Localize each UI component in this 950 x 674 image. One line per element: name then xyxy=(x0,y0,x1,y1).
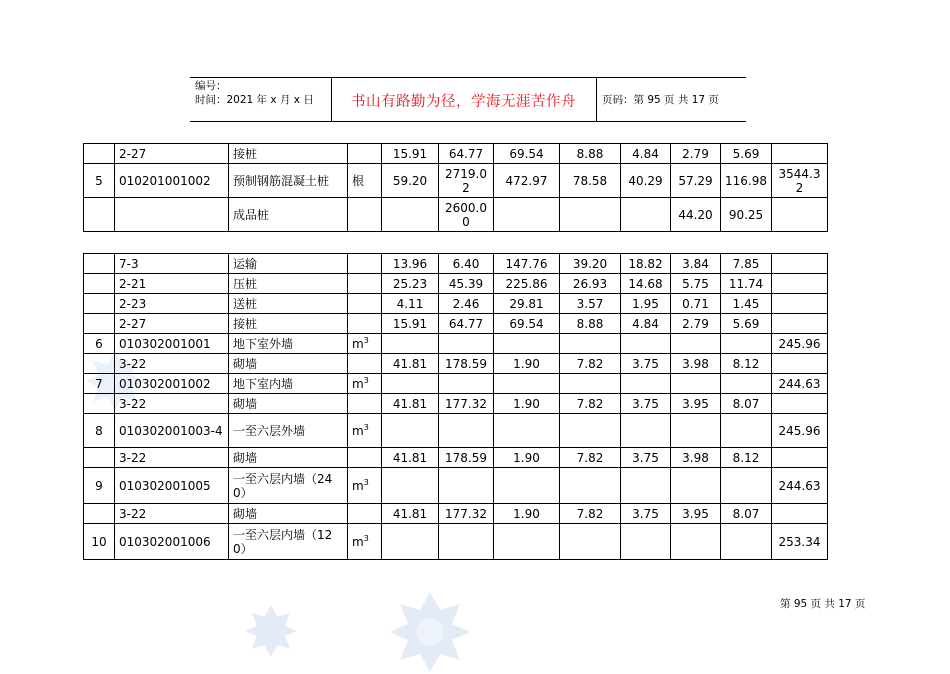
cost-value-cell: 64.77 xyxy=(439,314,494,334)
cost-value-cell: 44.20 xyxy=(671,198,721,232)
item-name-cell: 砌墙 xyxy=(229,504,348,524)
table-row xyxy=(84,448,828,468)
cost-value-cell: 4.84 xyxy=(621,144,671,164)
cost-value-cell xyxy=(721,414,772,448)
table-row xyxy=(84,274,828,294)
total-value-cell xyxy=(772,504,828,524)
cost-value-cell: 41.81 xyxy=(382,504,439,524)
header-number-label: 编号： xyxy=(195,80,227,92)
header-page-info: 页码：第 95 页 共 17 页 xyxy=(602,94,719,106)
unit-cell xyxy=(348,524,382,560)
item-code-cell: 3-22 xyxy=(115,504,229,524)
row-index-cell: 5 xyxy=(84,164,115,198)
cost-value-cell: 8.88 xyxy=(560,314,621,334)
cost-value-cell xyxy=(439,468,494,504)
cost-value-cell xyxy=(721,468,772,504)
cost-value-cell: 7.82 xyxy=(560,448,621,468)
total-value-cell xyxy=(772,144,828,164)
cost-value-cell: 64.77 xyxy=(439,144,494,164)
total-value-cell: 3544.32 xyxy=(772,164,828,198)
table-row xyxy=(84,294,828,314)
cost-value-cell xyxy=(560,468,621,504)
table-row xyxy=(84,144,828,164)
row-index-cell: 10 xyxy=(84,524,115,560)
item-code-cell: 7-3 xyxy=(115,254,229,274)
cost-value-cell xyxy=(560,414,621,448)
cost-value-cell: 3.75 xyxy=(621,394,671,414)
item-name-cell: 地下室外墙 xyxy=(229,334,348,354)
item-name-cell: 送桩 xyxy=(229,294,348,314)
header-meta xyxy=(195,79,314,107)
cost-value-cell: 13.96 xyxy=(382,254,439,274)
cost-value-cell xyxy=(382,524,439,560)
cost-value-cell: 8.12 xyxy=(721,354,772,374)
unit-cell xyxy=(348,354,382,374)
cost-value-cell: 3.75 xyxy=(621,354,671,374)
cost-value-cell: 5.75 xyxy=(671,274,721,294)
total-value-cell xyxy=(772,274,828,294)
cost-value-cell xyxy=(382,334,439,354)
cost-value-cell: 4.84 xyxy=(621,314,671,334)
row-index-cell xyxy=(84,294,115,314)
cost-value-cell xyxy=(382,414,439,448)
unit-cell xyxy=(348,294,382,314)
cost-value-cell: 41.81 xyxy=(382,354,439,374)
item-code-cell: 010302001002 xyxy=(115,374,229,394)
cost-value-cell: 2600.00 xyxy=(439,198,494,232)
cost-value-cell xyxy=(494,198,560,232)
cost-value-cell xyxy=(439,524,494,560)
cost-value-cell: 5.69 xyxy=(721,314,772,334)
cost-value-cell xyxy=(494,374,560,394)
cost-value-cell xyxy=(439,374,494,394)
item-code-cell: 010201001002 xyxy=(115,164,229,198)
cost-value-cell: 7.82 xyxy=(560,354,621,374)
unit-cell xyxy=(348,448,382,468)
item-code-cell: 010302001006 xyxy=(115,524,229,560)
table-row xyxy=(84,334,828,354)
cost-value-cell xyxy=(671,334,721,354)
cost-value-cell: 3.75 xyxy=(621,448,671,468)
table-row xyxy=(84,504,828,524)
header-divider xyxy=(596,78,597,121)
unit-cell xyxy=(348,504,382,524)
cost-value-cell xyxy=(494,334,560,354)
cost-value-cell: 6.40 xyxy=(439,254,494,274)
total-value-cell: 244.63 xyxy=(772,374,828,394)
cost-value-cell xyxy=(560,198,621,232)
cost-value-cell: 3.57 xyxy=(560,294,621,314)
unit-cell xyxy=(348,314,382,334)
unit-cell xyxy=(348,414,382,448)
row-index-cell: 8 xyxy=(84,414,115,448)
row-index-cell xyxy=(84,254,115,274)
cost-value-cell: 69.54 xyxy=(494,144,560,164)
item-code-cell: 3-22 xyxy=(115,394,229,414)
unit-cell xyxy=(348,144,382,164)
snowflake-watermark-icon xyxy=(244,604,298,658)
total-value-cell xyxy=(772,254,828,274)
total-value-cell: 245.96 xyxy=(772,414,828,448)
total-value-cell: 244.63 xyxy=(772,468,828,504)
table-row xyxy=(84,314,828,334)
cost-value-cell: 57.29 xyxy=(671,164,721,198)
cost-value-cell: 1.90 xyxy=(494,394,560,414)
unit-cell xyxy=(348,468,382,504)
cost-value-cell xyxy=(621,468,671,504)
row-index-cell: 9 xyxy=(84,468,115,504)
row-index-cell xyxy=(84,144,115,164)
cost-value-cell xyxy=(439,414,494,448)
cost-value-cell: 1.90 xyxy=(494,448,560,468)
cost-value-cell: 472.97 xyxy=(494,164,560,198)
row-index-cell xyxy=(84,354,115,374)
table-row xyxy=(84,394,828,414)
cost-value-cell: 3.95 xyxy=(671,504,721,524)
row-index-cell xyxy=(84,314,115,334)
unit-cell xyxy=(348,254,382,274)
cost-value-cell: 7.85 xyxy=(721,254,772,274)
row-index-cell xyxy=(84,394,115,414)
unit-cell xyxy=(348,274,382,294)
cost-table-upper xyxy=(83,143,828,232)
cost-value-cell: 39.20 xyxy=(560,254,621,274)
cost-value-cell: 5.69 xyxy=(721,144,772,164)
cost-value-cell xyxy=(671,468,721,504)
cost-value-cell: 8.07 xyxy=(721,504,772,524)
cost-value-cell: 178.59 xyxy=(439,354,494,374)
cost-value-cell: 7.82 xyxy=(560,504,621,524)
cost-value-cell: 178.59 xyxy=(439,448,494,468)
cost-value-cell xyxy=(560,524,621,560)
table-row xyxy=(84,354,828,374)
item-code-cell: 3-22 xyxy=(115,354,229,374)
cost-value-cell: 29.81 xyxy=(494,294,560,314)
cost-value-cell: 78.58 xyxy=(560,164,621,198)
cost-value-cell xyxy=(382,468,439,504)
cost-value-cell: 7.82 xyxy=(560,394,621,414)
cost-value-cell xyxy=(494,414,560,448)
item-code-cell: 2-21 xyxy=(115,274,229,294)
cost-value-cell: 3.84 xyxy=(671,254,721,274)
cost-value-cell: 15.91 xyxy=(382,144,439,164)
cost-value-cell: 1.90 xyxy=(494,354,560,374)
item-code-cell xyxy=(115,198,229,232)
cost-value-cell xyxy=(621,524,671,560)
snowflake-watermark-icon xyxy=(388,590,472,674)
cost-value-cell: 8.12 xyxy=(721,448,772,468)
cost-value-cell: 25.23 xyxy=(382,274,439,294)
unit-cell xyxy=(348,198,382,232)
item-name-cell: 一至六层外墙 xyxy=(229,414,348,448)
cost-value-cell: 41.81 xyxy=(382,394,439,414)
cost-value-cell: 8.88 xyxy=(560,144,621,164)
page-footer: 第 95 页 共 17 页 xyxy=(780,598,866,610)
cost-value-cell xyxy=(721,334,772,354)
table-row xyxy=(84,414,828,448)
item-name-cell: 压桩 xyxy=(229,274,348,294)
item-code-cell: 010302001005 xyxy=(115,468,229,504)
unit-text: $m^3$ xyxy=(352,375,369,391)
row-index-cell xyxy=(84,504,115,524)
item-code-cell: 2-23 xyxy=(115,294,229,314)
cost-value-cell xyxy=(671,524,721,560)
cost-value-cell xyxy=(382,374,439,394)
cost-value-cell: 41.81 xyxy=(382,448,439,468)
cost-value-cell: 2.46 xyxy=(439,294,494,314)
cost-value-cell xyxy=(621,334,671,354)
row-index-cell xyxy=(84,274,115,294)
item-code-cell: 010302001003-4 xyxy=(115,414,229,448)
total-value-cell xyxy=(772,198,828,232)
cost-value-cell: 177.32 xyxy=(439,394,494,414)
unit-cell xyxy=(348,394,382,414)
cost-value-cell xyxy=(560,334,621,354)
cost-table-lower xyxy=(83,253,828,560)
unit-text: $m^3$ xyxy=(352,533,369,549)
total-value-cell xyxy=(772,354,828,374)
cost-value-cell: 3.75 xyxy=(621,504,671,524)
cost-value-cell: 1.90 xyxy=(494,504,560,524)
total-value-cell xyxy=(772,394,828,414)
cost-value-cell xyxy=(439,334,494,354)
cost-value-cell: 11.74 xyxy=(721,274,772,294)
item-name-cell: 一至六层内墙（240） xyxy=(229,468,348,504)
page-header xyxy=(190,77,746,122)
cost-value-cell xyxy=(671,414,721,448)
table-row xyxy=(84,254,828,274)
unit-text: $m^3$ xyxy=(352,422,369,438)
cost-value-cell: 4.11 xyxy=(382,294,439,314)
item-name-cell: 预制钢筋混凝土桩 xyxy=(229,164,348,198)
row-index-cell: 7 xyxy=(84,374,115,394)
item-code-cell: 3-22 xyxy=(115,448,229,468)
row-index-cell xyxy=(84,448,115,468)
header-time-label: 时间：2021 年 x 月 x 日 xyxy=(195,94,314,106)
cost-value-cell: 3.98 xyxy=(671,354,721,374)
item-name-cell: 砌墙 xyxy=(229,354,348,374)
cost-value-cell: 90.25 xyxy=(721,198,772,232)
cost-value-cell: 45.39 xyxy=(439,274,494,294)
cost-value-cell xyxy=(721,524,772,560)
cost-value-cell: 18.82 xyxy=(621,254,671,274)
cost-value-cell: 0.71 xyxy=(671,294,721,314)
cost-value-cell: 2.79 xyxy=(671,314,721,334)
cost-value-cell xyxy=(621,414,671,448)
cost-value-cell: 177.32 xyxy=(439,504,494,524)
item-code-cell: 2-27 xyxy=(115,144,229,164)
cost-value-cell xyxy=(494,468,560,504)
cost-value-cell: 2719.02 xyxy=(439,164,494,198)
cost-value-cell: 116.98 xyxy=(721,164,772,198)
table-row xyxy=(84,374,828,394)
cost-value-cell xyxy=(621,374,671,394)
item-name-cell: 一至六层内墙（120） xyxy=(229,524,348,560)
item-name-cell: 运输 xyxy=(229,254,348,274)
cost-value-cell: 3.95 xyxy=(671,394,721,414)
cost-value-cell xyxy=(560,374,621,394)
total-value-cell xyxy=(772,314,828,334)
cost-value-cell: 1.95 xyxy=(621,294,671,314)
unit-cell: 根 xyxy=(348,164,382,198)
cost-value-cell: 1.45 xyxy=(721,294,772,314)
item-code-cell: 010302001001 xyxy=(115,334,229,354)
cost-value-cell: 3.98 xyxy=(671,448,721,468)
cost-value-cell: 2.79 xyxy=(671,144,721,164)
cost-value-cell: 26.93 xyxy=(560,274,621,294)
cost-value-cell xyxy=(721,374,772,394)
unit-text: $m^3$ xyxy=(352,477,369,493)
cost-value-cell xyxy=(382,198,439,232)
cost-value-cell xyxy=(621,198,671,232)
cost-value-cell: 8.07 xyxy=(721,394,772,414)
item-code-cell: 2-27 xyxy=(115,314,229,334)
item-name-cell: 砌墙 xyxy=(229,394,348,414)
table-row xyxy=(84,164,828,198)
item-name-cell: 地下室内墙 xyxy=(229,374,348,394)
cost-value-cell: 14.68 xyxy=(621,274,671,294)
unit-cell xyxy=(348,374,382,394)
item-name-cell: 成品桩 xyxy=(229,198,348,232)
cost-value-cell xyxy=(671,374,721,394)
total-value-cell: 253.34 xyxy=(772,524,828,560)
table-row xyxy=(84,198,828,232)
table-row xyxy=(84,468,828,504)
row-index-cell xyxy=(84,198,115,232)
cost-value-cell xyxy=(494,524,560,560)
cost-value-cell: 147.76 xyxy=(494,254,560,274)
table-row xyxy=(84,524,828,560)
item-name-cell: 接桩 xyxy=(229,144,348,164)
header-motto: 书山有路勤为径，学海无涯苦作舟 xyxy=(351,94,576,110)
cost-value-cell: 40.29 xyxy=(621,164,671,198)
cost-value-cell: 59.20 xyxy=(382,164,439,198)
cost-value-cell: 15.91 xyxy=(382,314,439,334)
row-index-cell: 6 xyxy=(84,334,115,354)
cost-value-cell: 225.86 xyxy=(494,274,560,294)
total-value-cell xyxy=(772,294,828,314)
unit-cell xyxy=(348,334,382,354)
item-name-cell: 砌墙 xyxy=(229,448,348,468)
total-value-cell xyxy=(772,448,828,468)
item-name-cell: 接桩 xyxy=(229,314,348,334)
total-value-cell: 245.96 xyxy=(772,334,828,354)
cost-value-cell: 69.54 xyxy=(494,314,560,334)
unit-text: $m^3$ xyxy=(352,335,369,351)
